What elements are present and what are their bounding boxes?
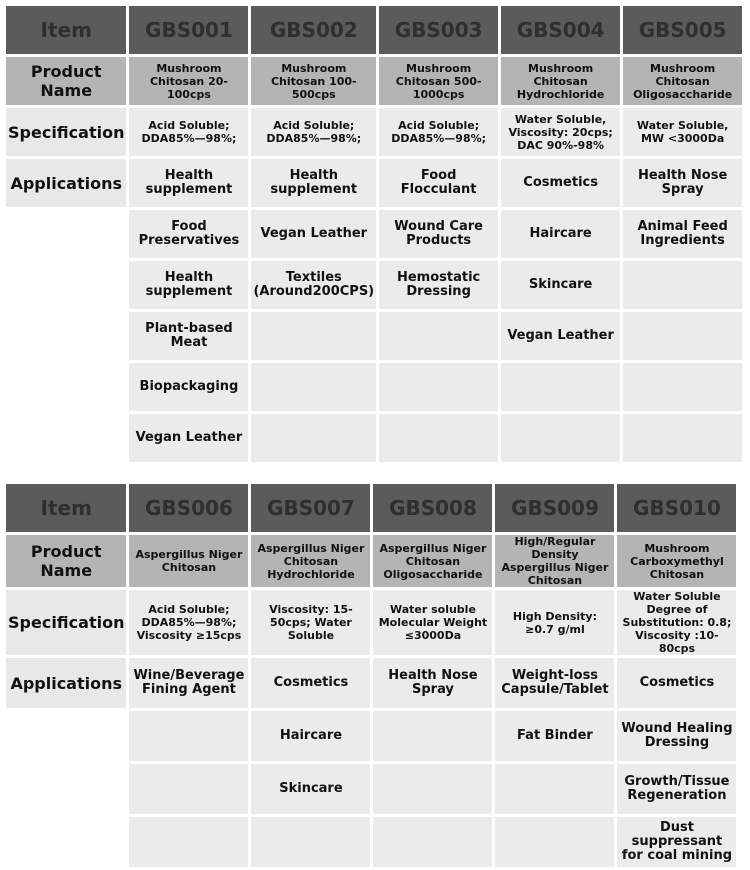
application-cell: Health supplement: [129, 159, 248, 207]
row-label-specification: Specification: [6, 108, 126, 156]
specification-cell: Water Soluble, MW <3000Da: [623, 108, 742, 156]
product-name-cell: Aspergillus Niger Chitosan Hydrochloride: [251, 535, 370, 587]
applications-row: [6, 210, 742, 258]
application-cell: Hemostatic Dressing: [379, 261, 498, 309]
application-cell: Haircare: [501, 210, 620, 258]
empty-label-cell: [6, 711, 126, 761]
empty-label-cell: [6, 210, 126, 258]
application-cell: [129, 817, 248, 867]
specification-cell: Water Soluble, Viscosity: 20cps; DAC 90%-98%: [501, 108, 620, 156]
application-cell: Food Preservatives: [129, 210, 248, 258]
application-cell: [379, 414, 498, 462]
application-cell: Vegan Leather: [501, 312, 620, 360]
header-row: [6, 6, 742, 54]
header-code: GBS002: [251, 6, 376, 54]
application-cell: Textiles (Around200CPS): [251, 261, 376, 309]
applications-row: [6, 261, 742, 309]
header-code: GBS009: [495, 484, 614, 532]
header-code: GBS001: [129, 6, 248, 54]
applications-row: [6, 363, 742, 411]
product-name-cell: Aspergillus Niger Chitosan Oligosaccharide: [373, 535, 492, 587]
applications-row: [6, 711, 736, 761]
product-name-cell: Mushroom Carboxymethyl Chitosan: [617, 535, 736, 587]
product-name-row: [6, 57, 742, 105]
applications-row: [6, 414, 742, 462]
application-cell: [379, 363, 498, 411]
header-code: GBS004: [501, 6, 620, 54]
application-cell: [251, 312, 376, 360]
application-cell: Animal Feed Ingredients: [623, 210, 742, 258]
application-cell: [501, 363, 620, 411]
header-item: Item: [6, 484, 126, 532]
application-cell: Haircare: [251, 711, 370, 761]
row-label-product-name: Product Name: [6, 57, 126, 105]
application-cell: [251, 817, 370, 867]
application-cell: Health Nose Spray: [373, 658, 492, 708]
application-cell: Skincare: [251, 764, 370, 814]
application-cell: [501, 414, 620, 462]
specification-cell: High Density: ≥0.7 g/ml: [495, 590, 614, 655]
header-code: GBS010: [617, 484, 736, 532]
applications-row: [6, 817, 736, 867]
specification-cell: Acid Soluble; DDA85%—98%;: [379, 108, 498, 156]
application-cell: [251, 414, 376, 462]
application-cell: [129, 764, 248, 814]
application-cell: [379, 312, 498, 360]
header-code: GBS008: [373, 484, 492, 532]
product-name-cell: Mushroom Chitosan 100-500cps: [251, 57, 376, 105]
header-code: GBS005: [623, 6, 742, 54]
application-cell: [251, 363, 376, 411]
application-cell: Wound Healing Dressing: [617, 711, 736, 761]
application-cell: [373, 817, 492, 867]
application-cell: [495, 817, 614, 867]
product-name-cell: Aspergillus Niger Chitosan: [129, 535, 248, 587]
product-name-cell: High/Regular Density Aspergillus Niger Chitosan: [495, 535, 614, 587]
product-table-2: [3, 481, 739, 870]
application-cell: Health Nose Spray: [623, 159, 742, 207]
specification-cell: Acid Soluble; DDA85%—98%;: [129, 108, 248, 156]
application-cell: [373, 764, 492, 814]
application-cell: Growth/Tissue Regeneration: [617, 764, 736, 814]
application-cell: Cosmetics: [251, 658, 370, 708]
specification-row: [6, 590, 736, 655]
application-cell: Food Flocculant: [379, 159, 498, 207]
row-label-applications: Applications: [6, 159, 126, 207]
applications-row: [6, 658, 736, 708]
applications-row: [6, 312, 742, 360]
empty-label-cell: [6, 414, 126, 462]
application-cell: Vegan Leather: [129, 414, 248, 462]
application-cell: Weight-loss Capsule/Tablet: [495, 658, 614, 708]
applications-row: [6, 764, 736, 814]
application-cell: Health supplement: [129, 261, 248, 309]
application-cell: Wine/Beverage Fining Agent: [129, 658, 248, 708]
product-table-1: [3, 3, 745, 465]
product-name-cell: Mushroom Chitosan Oligosaccharide: [623, 57, 742, 105]
empty-label-cell: [6, 764, 126, 814]
application-cell: [623, 312, 742, 360]
application-cell: Cosmetics: [617, 658, 736, 708]
application-cell: Biopackaging: [129, 363, 248, 411]
specification-cell: Viscosity: 15-50cps; Water Soluble: [251, 590, 370, 655]
application-cell: [373, 711, 492, 761]
application-cell: Cosmetics: [501, 159, 620, 207]
header-row: [6, 484, 736, 532]
product-name-cell: Mushroom Chitosan Hydrochloride: [501, 57, 620, 105]
product-name-cell: Mushroom Chitosan 20-100cps: [129, 57, 248, 105]
product-name-cell: Mushroom Chitosan 500-1000cps: [379, 57, 498, 105]
application-cell: [623, 261, 742, 309]
applications-row: [6, 159, 742, 207]
header-code: GBS007: [251, 484, 370, 532]
application-cell: Health supplement: [251, 159, 376, 207]
specification-cell: Water soluble Molecular Weight ≤3000Da: [373, 590, 492, 655]
empty-label-cell: [6, 363, 126, 411]
application-cell: Skincare: [501, 261, 620, 309]
application-cell: [623, 363, 742, 411]
specification-cell: Acid Soluble; DDA85%—98%;: [251, 108, 376, 156]
application-cell: Dust suppressant for coal mining: [617, 817, 736, 867]
header-item: Item: [6, 6, 126, 54]
application-cell: Fat Binder: [495, 711, 614, 761]
empty-label-cell: [6, 312, 126, 360]
empty-label-cell: [6, 261, 126, 309]
row-label-product-name: Product Name: [6, 535, 126, 587]
row-label-applications: Applications: [6, 658, 126, 708]
application-cell: Vegan Leather: [251, 210, 376, 258]
application-cell: [623, 414, 742, 462]
application-cell: Wound Care Products: [379, 210, 498, 258]
specification-cell: Acid Soluble; DDA85%—98%; Viscosity ≥15cps: [129, 590, 248, 655]
product-name-row: [6, 535, 736, 587]
specification-row: [6, 108, 742, 156]
header-code: GBS006: [129, 484, 248, 532]
empty-label-cell: [6, 817, 126, 867]
row-label-specification: Specification: [6, 590, 126, 655]
application-cell: [495, 764, 614, 814]
specification-cell: Water Soluble Degree of Substitution: 0.8; Viscosity :10-80cps: [617, 590, 736, 655]
application-cell: [129, 711, 248, 761]
header-code: GBS003: [379, 6, 498, 54]
application-cell: Plant-based Meat: [129, 312, 248, 360]
